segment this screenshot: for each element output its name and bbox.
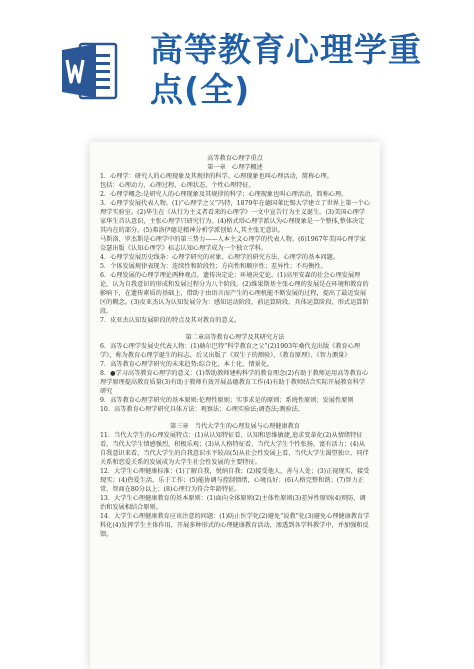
- document-heading: 高等教育心理学重点: [207, 155, 263, 162]
- paragraph: 4．心理学发展历史线条：心理学研究的对象、心理学的研究方法、心理学的基本问题。: [100, 254, 340, 261]
- chapter3-heading: 第三章 当代大学生的心理发展与心理健康教育: [170, 423, 300, 430]
- paragraph: 8．●学习高等教育心理学的意义：(1)帮助教师建构科学的教育理念(2)有助于教师运用高等教育心理学原理提高教育质量(3)有助于教师有效开展品德教育工作(4)有助于教师结合实际开展教育科学研究: [100, 370, 369, 395]
- paragraph: 11．当代大学生的心理发展特点：(1)从认知特征看，认知和思维敏捷,追求变革化(2)从情绪特征看，当代大学生情感强烈，积极乐观；(3)从人格特征看，当代大学生个性张扬，富有活力；(4)从自我意识来看，当代大学生的自我意识水平较高(5)从社会性发展上看，当代大学生渴望独立，同伴关系和恋爱关系的发展成为大学生社会性发展的主要特征。: [100, 432, 369, 466]
- document-body: [100, 154, 370, 539]
- paragraph: 9．高等教育心理学研究的基本原则:伦理性原则；实事求是的原则；系统性原则；发展性原则: [100, 397, 354, 404]
- paragraph: 7．皮亚杰认知发展阶段的特点及其对教育的意义。: [100, 317, 241, 324]
- word-icon: [62, 40, 118, 102]
- paragraph: 3．心理学发展代表人物。(1)“心理学之父”冯特，1879年在德国莱比锡大学建立了世界上第一个心理学实验室。(2)华生在《从行为主义者看来的心理学》一文中宣告行为主义诞生。(3)美国心理学家华生首认意识，主张心理学只研究行为。(4)格式塔心理学派认为心理现象是一个整体,整体决定其内在的部分。(5)弗洛伊德是精神分析学派创始人,其主张无意识。: [100, 200, 370, 234]
- paragraph: 马斯洛、罗杰斯是心理学中的第三势力——人本主义心理学的代表人物。(6)1967年美国心理学家奈瑟出版《认知心理学》标志认知心理学成为一个独立学科。: [100, 236, 366, 252]
- chapter1-heading: 第一章 心理学概述: [207, 164, 263, 171]
- paragraph: 6．心理发展的心理学理论两种观点。遗传决定论：环境决定论。(1)高里安森的社会心理发展理论，认为自我意识的形成和发展过程分为八个阶段。(2)维果斯基主张心理的发展是在环境和教育的影响下，在遗传素质的基础上，借助于由语言而产生的心理机能不断发展的过程，提出了最近发展区的概念。(3)皮亚杰认为认知发展分为：感知运动阶段、前运算阶段、具体运算阶段、形式运算阶段。: [100, 272, 369, 315]
- paragraph: 包括：心理动力、心理过程、心理状态、个性心理特征。: [100, 182, 255, 189]
- header: [0, 0, 474, 120]
- paragraph: 6．高等心理学发展史代表人物：(1)赫尔巴特“科学教育之父”(2)1903年桑代克出版《教育心理学》，称为教育心理学诞生的标志，后又出版了《双生子的测验》、《教育原理》、《智力测量》: [100, 343, 361, 359]
- paragraph: 2．心理学概念:是研究人的心理现象及其规律的科学；心理现象也叫心理活动，简称心理。: [100, 191, 348, 198]
- paragraph: 7．高等教育心理学研究的未来趋势:综合化、本土化、情景化。: [100, 361, 274, 368]
- page-title: 高等教育心理学重点(全): [150, 30, 422, 109]
- paragraph: 5．个体发展规律表现为：连续性和阶段性；方向性和顺序性；差异性；不均衡性。: [100, 263, 327, 270]
- document-page: [90, 142, 380, 669]
- paragraph: 12．大学生心理健康标准：(1)了解自我，悦纳自我；(2)接受他人，善与人处；(3)正视现实，接受现实；(4)热爱生活，乐于工作；(5)能协调与控制情绪，心境良好；(6)人格完整和谐；(7)智力正常，智商在80分以上；(8)心理行为符合年龄特征。: [100, 468, 370, 493]
- paragraph: 1．心理学：研究人的心理现象及其规律的科学。心理现象也叫心理活动，简称心理。: [100, 173, 333, 180]
- chapter2-heading: 第二章高等教育心理学及其研究方法: [185, 334, 285, 341]
- paragraph: 10．高等教育心理学研究具体方法：观察法；心理实验法;调查法;测验法。: [100, 406, 304, 413]
- paragraph: 14．大学生心理健康教育应该注意的问题：(1)防止医学化(2)避免“说教”化(3)避免心理健康教育学科化(4)发挥学生主体作用，开展多种形式的心理健康教育活动，渗透到各学科教学中，并加强和反馈。: [100, 513, 370, 538]
- paragraph: 13．大学生心理健康教育的基本原则：(1)面向全体原则(2)主体性原则(3)差异性原则(4)预防、调治和发展相结合原则。: [100, 495, 366, 511]
